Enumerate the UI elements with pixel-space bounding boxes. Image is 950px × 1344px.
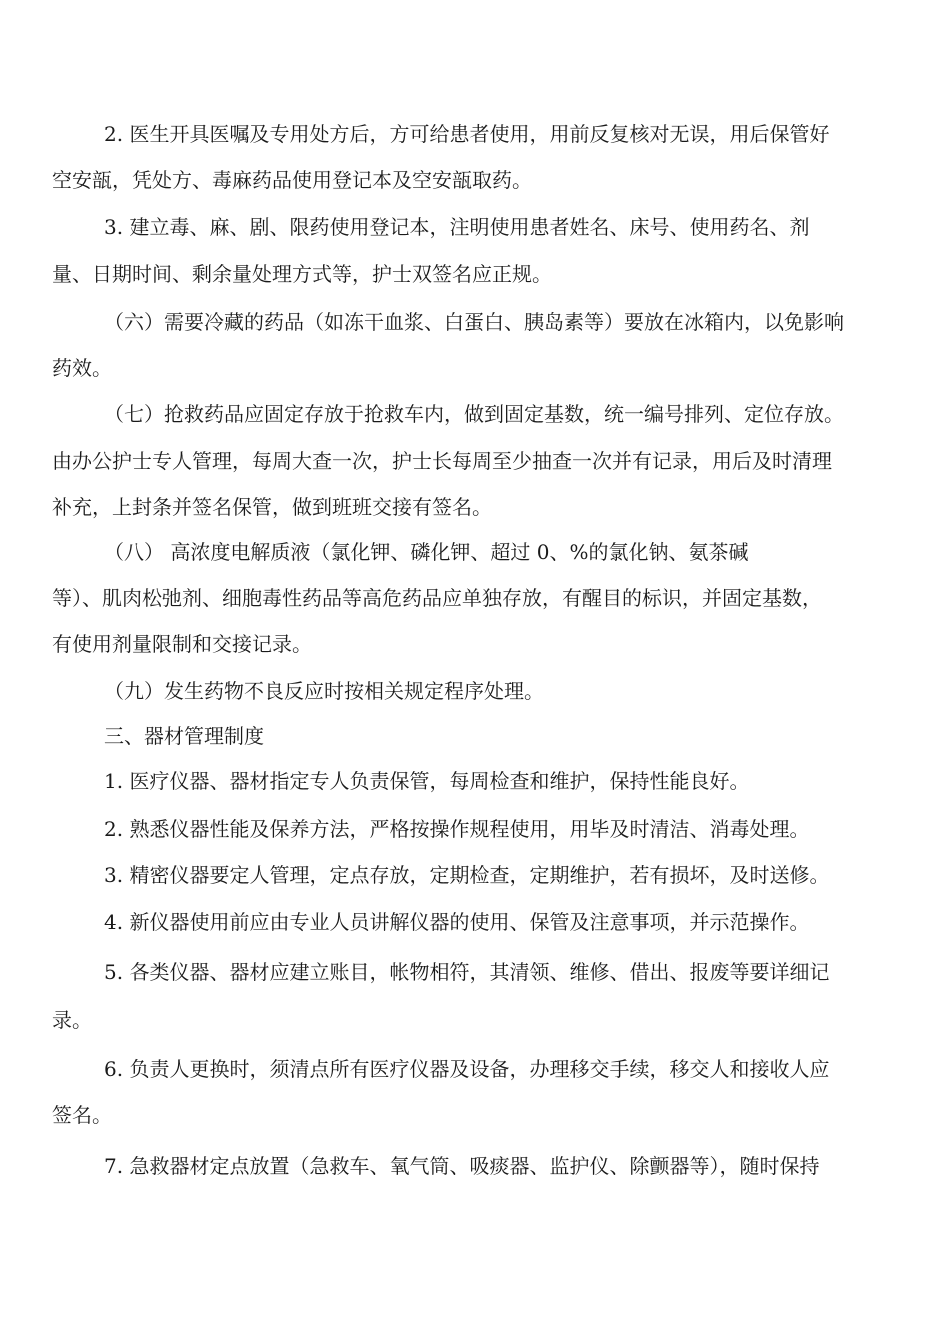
- paragraph-line: 5. 各类仪器、器材应建立账目，帐物相符，其清领、维修、借出、报废等要详细记: [104, 960, 830, 984]
- paragraph-line: 7. 急救器材定点放置（急救车、氧气筒、吸痰器、监护仪、除颤器等），随时保持: [104, 1154, 820, 1178]
- paragraph-line: （六）需要冷藏的药品（如冻干血浆、白蛋白、胰岛素等）要放在冰箱内，以免影响: [104, 310, 844, 334]
- paragraph-line: 3. 建立毒、麻、剧、限药使用登记本，注明使用患者姓名、床号、使用药名、剂: [104, 215, 810, 239]
- paragraph-line: 2. 医生开具医嘱及专用处方后，方可给患者使用，用前反复核对无误，用后保管好: [104, 122, 830, 146]
- paragraph-line: 有使用剂量限制和交接记录。: [52, 632, 312, 656]
- paragraph-line: 空安瓿，凭处方、毒麻药品使用登记本及空安瓿取药。: [52, 168, 532, 192]
- paragraph-line: （七）抢救药品应固定存放于抢救车内，做到固定基数，统一编号排列、定位存放。: [104, 402, 844, 426]
- paragraph-line: 1. 医疗仪器、器材指定专人负责保管，每周检查和维护，保持性能良好。: [104, 769, 750, 793]
- paragraph-line: 等）、肌肉松弛剂、细胞毒性药品等高危药品应单独存放，有醒目的标识，并固定基数，: [52, 586, 822, 610]
- section-heading: 三、器材管理制度: [104, 724, 264, 748]
- paragraph-line: 6. 负责人更换时，须清点所有医疗仪器及设备，办理移交手续，移交人和接收人应: [104, 1057, 830, 1081]
- paragraph-line: （八） 高浓度电解质液（氯化钾、磷化钾、超过 0、%的氯化钠、氨茶碱: [104, 540, 749, 564]
- paragraph-line: 药效。: [52, 356, 112, 380]
- paragraph-line: 由办公护士专人管理，每周大查一次，护士长每周至少抽查一次并有记录，用后及时清理: [52, 449, 832, 473]
- paragraph-line: 量、日期时间、剩余量处理方式等，护士双签名应正规。: [52, 262, 552, 286]
- paragraph-line: （九）发生药物不良反应时按相关规定程序处理。: [104, 679, 544, 703]
- paragraph-line: 录。: [52, 1008, 92, 1032]
- paragraph-line: 补充，上封条并签名保管，做到班班交接有签名。: [52, 495, 492, 519]
- paragraph-line: 3. 精密仪器要定人管理，定点存放，定期检查，定期维护，若有损坏，及时送修。: [104, 863, 830, 887]
- paragraph-line: 签名。: [52, 1103, 112, 1127]
- paragraph-line: 2. 熟悉仪器性能及保养方法，严格按操作规程使用，用毕及时清洁、消毒处理。: [104, 817, 810, 841]
- paragraph-line: 4. 新仪器使用前应由专业人员讲解仪器的使用、保管及注意事项，并示范操作。: [104, 910, 810, 934]
